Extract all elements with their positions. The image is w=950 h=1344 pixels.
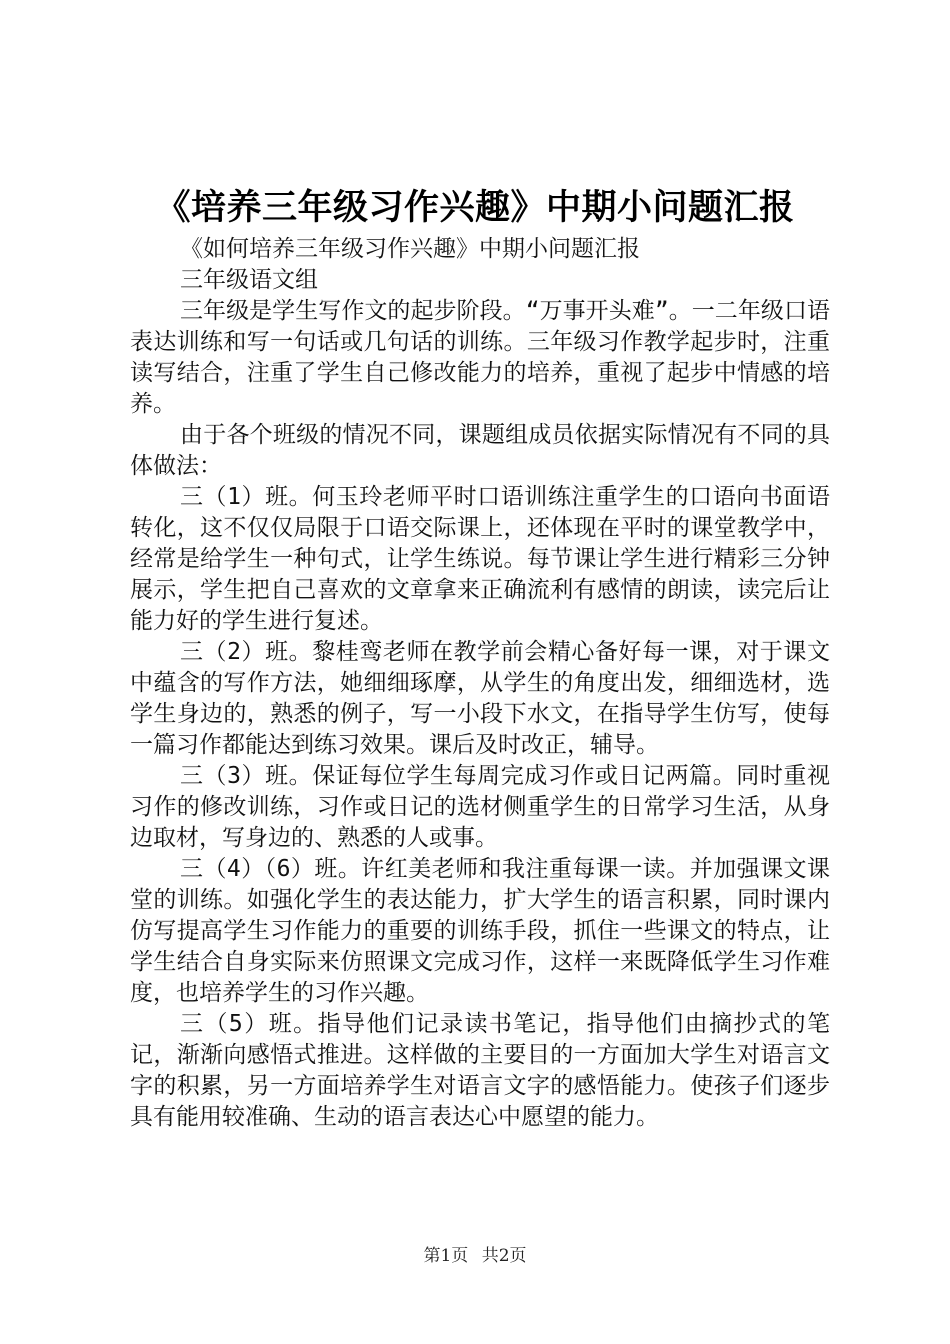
class-5-paragraph: 三（5）班。指导他们记录读书笔记，指导他们由摘抄式的笔记，渐渐向感悟式推进。这样做的主要目的一方面加大学生对语言文字的积累，另一方面培养学生对语言文字的感悟能力。使孩子们逐步具有能用较准确、生动的语言表达心中愿望的能力。 <box>130 1011 830 1130</box>
page-footer <box>0 1245 950 1267</box>
document-title: 《培养三年级习作兴趣》中期小问题汇报 <box>155 187 795 228</box>
class-2-paragraph: 三（2）班。黎桂鸾老师在教学前会精心备好每一课，对于课文中蕴含的写作方法，她细细琢摩，从学生的角度出发，细细选材，选学生身边的，熟悉的例子，写一小段下水文，在指导学生仿写，使每一篇习作都能达到练习效果。课后及时改正，辅导。 <box>130 639 830 758</box>
page-number: 第1页 <box>423 1246 469 1266</box>
page-total: 共2页 <box>481 1246 527 1266</box>
approach-paragraph: 由于各个班级的情况不同，课题组成员依据实际情况有不同的具体做法： <box>130 422 830 479</box>
class-1-paragraph: 三（1）班。何玉玲老师平时口语训练注重学生的口语向书面语转化，这不仅仅局限于口语交际课上，还体现在平时的课堂教学中，经常是给学生一种句式，让学生练说。每节课让学生进行精彩三分钟展示，学生把自己喜欢的文章拿来正确流利有感情的朗读，读完后让能力好的学生进行复述。 <box>130 484 830 634</box>
class-4-6-paragraph: 三（4）（6）班。许红美老师和我注重每课一读。并加强课文课堂的训练。如强化学生的表达能力，扩大学生的语言积累，同时课内仿写提高学生习作能力的重要的训练手段，抓住一些课文的特点，让学生结合自身实际来仿照课文完成习作，这样一来既降低学生习作难度，也培养学生的习作兴趣。 <box>130 856 830 1006</box>
intro-paragraph: 三年级是学生写作文的起步阶段。“万事开头难”。一二年级口语表达训练和写一句话或几句话的训练。三年级习作教学起步时，注重读写结合，注重了学生自己修改能力的培养，重视了起步中情感的培养。 <box>130 298 830 417</box>
document-body <box>130 234 830 1133</box>
class-3-paragraph: 三（3）班。保证每位学生每周完成习作或日记两篇。同时重视习作的修改训练，习作或日记的选材侧重学生的日常学习生活，从身边取材，写身边的、熟悉的人或事。 <box>130 763 830 851</box>
subtitle-paragraph: 《如何培养三年级习作兴趣》中期小问题汇报 <box>180 236 640 262</box>
author-group-paragraph: 三年级语文组 <box>180 267 318 293</box>
